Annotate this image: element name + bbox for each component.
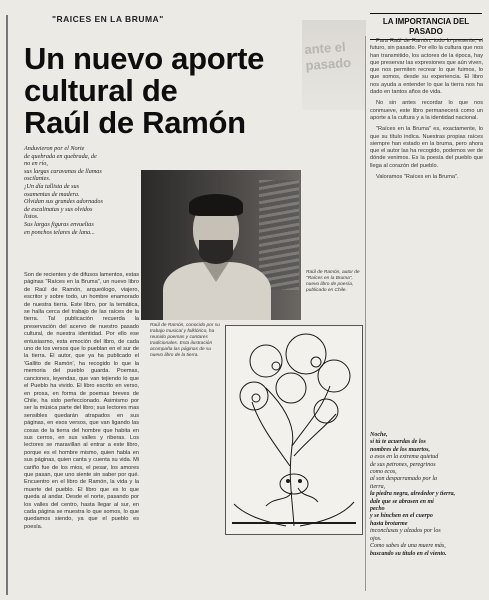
closing-poem xyxy=(370,432,483,558)
poem-line: buscando su título en el viento. xyxy=(370,550,447,557)
poem-line: tierra, xyxy=(370,483,386,490)
intro-line: Sus largas figuras envueltas xyxy=(24,220,94,228)
illustration-caption-1: Raúl de Ramón, conocido por su trabajo musical y folklórico, ha reunido poemas y cantares tradicionales. Esta ilustración acompaña las páginas de su nuevo libro de la tierra. xyxy=(150,323,220,358)
intro-line: ¡Un día tallista de sus xyxy=(24,182,80,190)
section-label: "RAICES EN LA BRUMA" xyxy=(52,14,164,24)
intro-line: de escalinatas y sus olvidos xyxy=(24,205,93,213)
poem-line: hasta brotarme xyxy=(370,520,408,527)
tree-illustration xyxy=(225,325,363,535)
intro-line: no en río, xyxy=(24,160,48,168)
title-line-1: Un nuevo aporte xyxy=(24,41,265,76)
poem-line: inconclusas y alzados por los xyxy=(370,528,441,535)
background-foliage xyxy=(259,180,299,290)
article-title xyxy=(24,43,324,139)
intro-line: osamentas de madera. xyxy=(24,190,80,198)
poem-line: Noche, xyxy=(370,432,388,438)
intro-line: listos. xyxy=(24,213,39,221)
column-separator xyxy=(365,36,366,591)
portrait-beard xyxy=(199,240,233,264)
intro-line: oscilantes. xyxy=(24,175,51,183)
side-paragraph: No sin antes recordar lo que nos conmueve, este libro permanecerá como un aporte a la cultura y a la identidad nacional. xyxy=(370,100,483,121)
poem-line: ojos. xyxy=(370,535,382,542)
intro-line: en ponchos telares de lana... xyxy=(24,228,95,236)
photo-caption: Raúl de Ramón, autor de "Raíces en la Bruma", nuevo libro de poesía, publicado en Chile. xyxy=(306,270,360,293)
poem-line: de sus petrones, peregrinos xyxy=(370,461,436,468)
poem-line: al son desparramado por la xyxy=(370,476,438,483)
side-column-text xyxy=(370,38,483,185)
title-line-2: cultural de xyxy=(24,73,178,108)
poem-line: como ecos, xyxy=(370,469,397,476)
poem-line: dale que se abrasen en mi xyxy=(370,498,434,505)
intro-line: sus largas caravanas de llamas xyxy=(24,167,102,175)
intro-verse xyxy=(24,145,139,236)
intro-line: Olvidan sus grandes adornados xyxy=(24,198,103,206)
author-portrait-photo xyxy=(141,170,301,320)
poem-line: la piedra negra, alrededor y tierra, xyxy=(370,491,456,498)
portrait-hair xyxy=(189,194,243,216)
side-paragraph: "Raíces en la Bruma" es, exactamente, lo que su título indica. Nuestras propias raíces siempre han estado en la bruma, pero ahora que el autor las ha recogido, podemos ver de dónde venimos. Es la poesía del pueblo que llega al corazón del pueblo. xyxy=(370,126,483,169)
intro-line: Anduvieron por el Norte xyxy=(24,145,85,152)
poem-line: a esos en la extrema quietud xyxy=(370,454,439,461)
faded-headline-fragment: ante el pasado xyxy=(303,39,352,73)
poem-line: y se hinchen en el cuerpo xyxy=(370,513,433,520)
left-margin-rule xyxy=(6,15,8,595)
poem-line: nombres de los muertos, xyxy=(370,446,431,453)
article-body: Son de recientes y de difusos lamentos, estas páginas "Raíces en la Bruma", un nuevo libro de Raúl de Ramón, arqueólogo, viajero, escritor y sobre todo, un hombre enamorado de nuestra tierra. Este libro, por la temática, se halla cerca del trabajo de las raíces de la tierra. Tal publicación recuerda la preservación del acervo de nuestro pasado cultural, de nuestra identidad. Por ello ese entusiasmo, esta emoción del libro, de cada uno de los versos que lo pueblan en el sur de la tierra. El autor, que ya ha publicado el 'Gallito de Ramón', ha recogido lo que la memoria del pueblo guarda. Poemas, canciones, leyendas, que van tejiendo lo que el Pueblo ha vivido. El libro escrito en verso, en prosa, en forma de poemas breves de Chile, ha sido perfeccionado. Asimismo por ser la música parte del libro; sus lectores mas sensibles quedarán atrapados en sus páginas, en esos versos, que van ligando las cosas de la tierra del hombre que habita en sus cerros, en sus valles y riberas. Los lectores se maravillan al entrar a este libro, porque es el hombre mismo, quien habla en sus páginas, quien canta y cuenta su vida. Mi cariño fue de los mios, el pesar, los amores que pasan, que uno siente sin saber por qué. Encuentro en el libro de Ramón, la vida y la muerte del pueblo. El libro que es lo que queda al andar. Desde el norte, pasando por los valles del centro, hasta llegar al sur, en cada página se muestra lo que somos, lo que quedamos siendo, ya que el pueblo es poesía. xyxy=(24,272,139,530)
poem-line: pecho xyxy=(370,506,385,513)
side-column-header: LA IMPORTANCIA DEL PASADO xyxy=(370,13,482,40)
side-paragraph: Valoramos "Raíces en la Bruma". xyxy=(376,174,459,181)
intro-line: de quebrada en quebrada, de xyxy=(24,152,97,160)
side-paragraph: Para Raúl de Ramón, todo lo presente, el futuro, sin pasado. Por ello la cultura que nos han transmitido, los actores de la época, hay que preservar las expresiones que aún viven, que nos permiten recrear lo que fuimos, lo que somos, desde su experiencia. El libro nos ayuda a entender lo que la tierra nos ha dado en tantos años de vida. xyxy=(370,38,483,96)
poem-line: Como sabes de una muere más, xyxy=(370,543,446,550)
poem-line: sí tú te acuerdas de los xyxy=(370,439,426,446)
title-line-3: Raúl de Ramón xyxy=(24,105,246,140)
tree-drawing-svg xyxy=(226,326,362,534)
